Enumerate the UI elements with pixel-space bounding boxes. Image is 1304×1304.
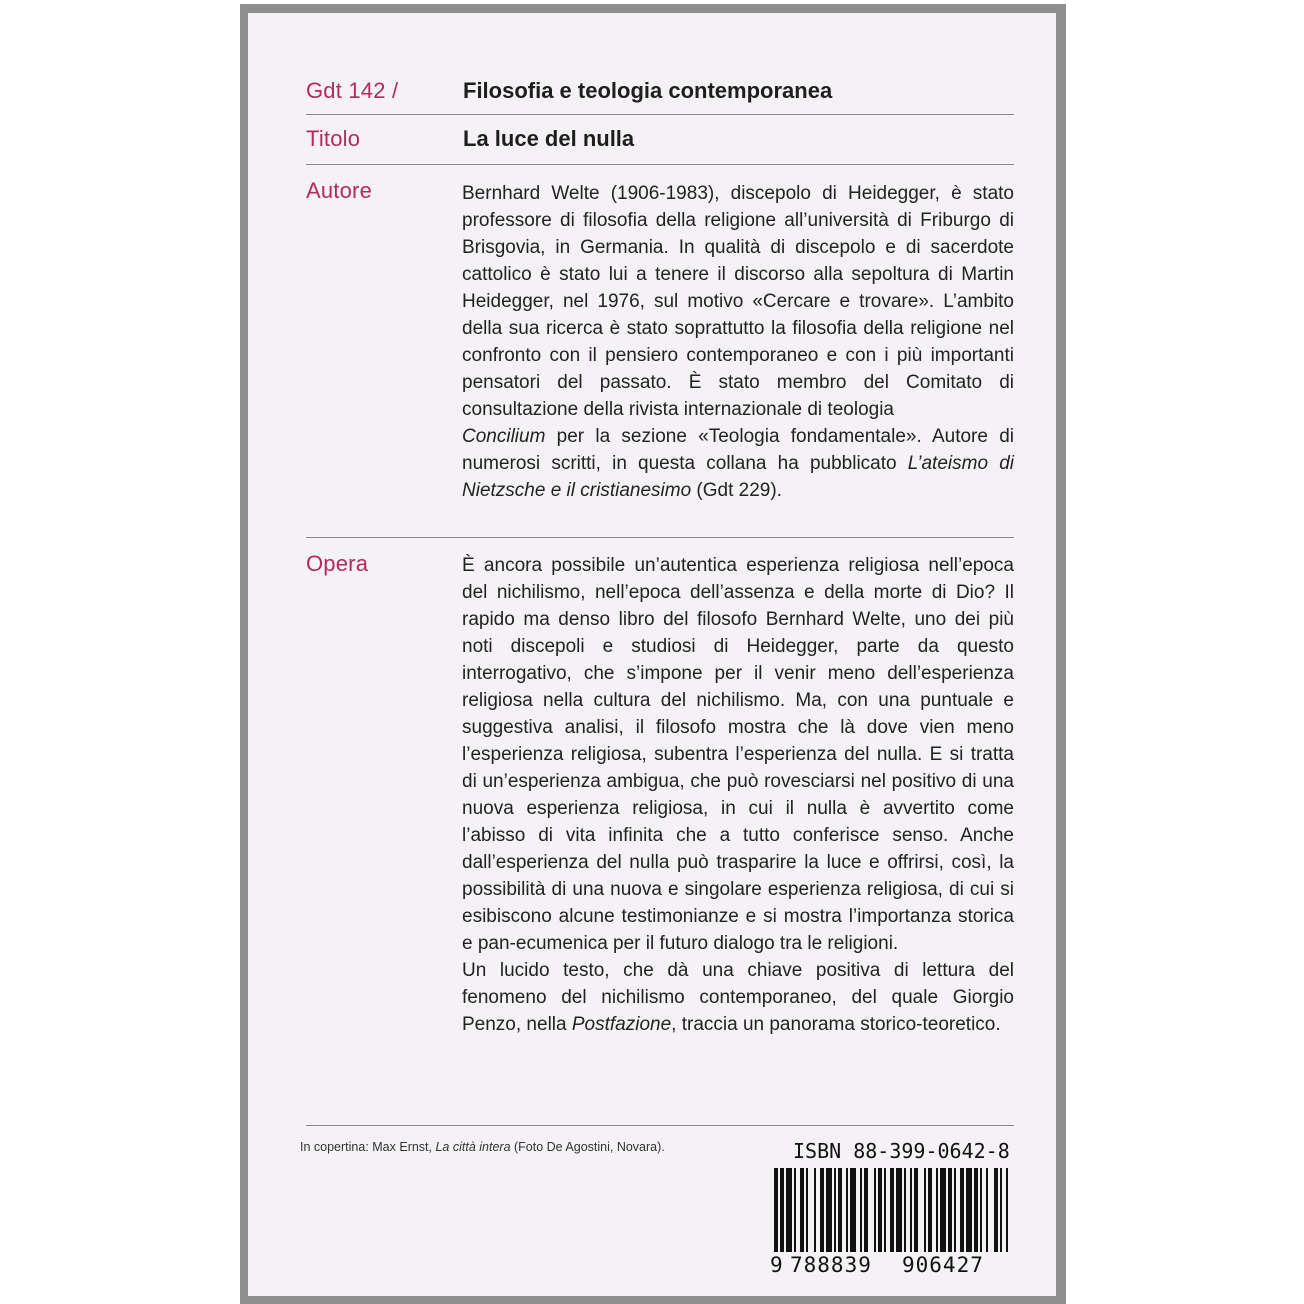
barcode-bar — [850, 1168, 856, 1252]
series-label: Gdt 142 / — [306, 78, 399, 103]
cover-caption — [300, 1140, 665, 1154]
barcode-bar — [874, 1168, 876, 1252]
barcode-bar — [878, 1168, 882, 1252]
barcode-bar — [994, 1168, 998, 1252]
work-paragraph — [462, 957, 1014, 1038]
barcode-bar — [980, 1168, 982, 1252]
barcode-bar — [948, 1168, 952, 1252]
barcode — [766, 1168, 1016, 1252]
barcode-bar — [860, 1168, 862, 1252]
ean-left-digits: 788839 — [790, 1253, 872, 1277]
artwork-title: La città intera — [435, 1140, 511, 1154]
author-bio — [462, 180, 1014, 504]
barcode-bar — [928, 1168, 932, 1252]
divider — [306, 537, 1014, 538]
ean-first-digit: 9 — [770, 1253, 783, 1277]
barcode-bar — [834, 1168, 836, 1252]
caption-prefix: In copertina: Max Ernst, — [300, 1140, 436, 1154]
barcode-bar — [774, 1168, 778, 1252]
barcode-bar — [814, 1168, 816, 1252]
barcode-bar — [780, 1168, 784, 1252]
work-text: Un lucido testo, che dà una chiave positiva di lettura del fenomeno del nichilismo contemporaneo, del quale Giorgio Penzo, nella — [462, 960, 1014, 1035]
barcode-bar — [838, 1168, 842, 1252]
divider — [306, 164, 1014, 165]
barcode-bar — [910, 1168, 912, 1252]
barcode-bar — [1006, 1168, 1008, 1252]
barcode-bar — [974, 1168, 978, 1252]
author-label: Autore — [306, 178, 373, 203]
barcode-bar — [904, 1168, 906, 1252]
barcode-bar — [890, 1168, 894, 1252]
barcode-bar — [864, 1168, 868, 1252]
work-label: Opera — [306, 551, 369, 576]
ean-right-digits: 906427 — [902, 1253, 984, 1277]
barcode-bar — [936, 1168, 938, 1252]
barcode-bar — [884, 1168, 886, 1252]
title-label: Titolo — [306, 126, 361, 151]
barcode-bar — [806, 1168, 808, 1252]
barcode-bar — [786, 1168, 792, 1252]
isbn-number: ISBN 88-399-0642-8 — [793, 1139, 1010, 1163]
barcode-bar — [794, 1168, 796, 1252]
series-title: Filosofia e teologia contemporanea — [463, 78, 833, 103]
barcode-bar — [954, 1168, 956, 1252]
work-description — [462, 552, 1014, 1038]
barcode-bar — [826, 1168, 832, 1252]
barcode-bar — [966, 1168, 972, 1252]
barcode-bar — [914, 1168, 918, 1252]
barcode-bar — [800, 1168, 804, 1252]
barcode-bar — [896, 1168, 902, 1252]
barcode-bar — [846, 1168, 848, 1252]
author-bio-text: (Gdt 229). — [691, 480, 782, 501]
book-title: La luce del nulla — [463, 126, 635, 151]
book-reference: L’ateismo di Nietzsche e il cristianesimo — [462, 453, 1014, 501]
barcode-bar — [1000, 1168, 1002, 1252]
barcode-bar — [986, 1168, 988, 1252]
journal-title: Concilium — [462, 426, 546, 447]
postface-title: Postfazione — [571, 1014, 672, 1035]
work-paragraph: È ancora possibile un’autentica esperienza religiosa nell’epoca del nichilismo, nell’epoca dell’assenza e della morte di Dio? Il rapido ma denso libro del filosofo Bernhard Welte, uno dei più noti discepoli e studiosi di Heidegger, parte da questo interrogativo, che s’impone per il venir meno dell’esperienza religiosa nella cultura del nichilismo. Ma, con una puntuale e suggestiva analisi, il filosofo mostra che là dove vien meno l’esperienza religiosa, subentra l’esperienza del nulla. E si tratta di un’esperienza ambigua, che può rovesciarsi nel positivo di una nuova esperienza religiosa, in cui il nulla è avvertito come l’abisso di vita infinita che a tutto conferisce senso. Anche dall’esperienza del nulla può trasparire la luce e offrirsi, così, la possibilità di una nuova e singolare esperienza religiosa, di cui si esibiscono alcune testimonianze e si mostra l’importanza storica e pan-ecumenica per il futuro dialogo tra le religioni. — [462, 555, 1014, 954]
barcode-bar — [940, 1168, 946, 1252]
divider — [306, 114, 1014, 115]
caption-suffix: (Foto De Agostini, Novara). — [510, 1140, 665, 1154]
author-bio-text: Bernhard Welte (1906-1983), discepolo di Heidegger, è stato professore di filosofia della religione all’università di Friburgo di Brisgovia, in Germania. In qualità di discepolo e di sacerdote cattolico è stato lui a tenere il discorso alla sepoltura di Martin Heidegger, nel 1976, sul motivo «Cercare e trovare». L’ambito della sua ricerca è stato soprattutto la filosofia della religione nel confronto con il pensiero contemporaneo e con i più importanti pensatori del passato. È stato membro del Comitato di consultazione della rivista internazionale di teologia — [462, 183, 1014, 420]
author-bio-text: per la sezione «Teologia fondamentale». Autore di numerosi scritti, in questa collana ha pubblicato — [462, 426, 1014, 474]
barcode-bar — [820, 1168, 824, 1252]
barcode-bar — [924, 1168, 926, 1252]
barcode-bar — [960, 1168, 964, 1252]
divider — [306, 1125, 1014, 1126]
work-text: , traccia un panorama storico-teoretico. — [671, 1014, 1001, 1035]
